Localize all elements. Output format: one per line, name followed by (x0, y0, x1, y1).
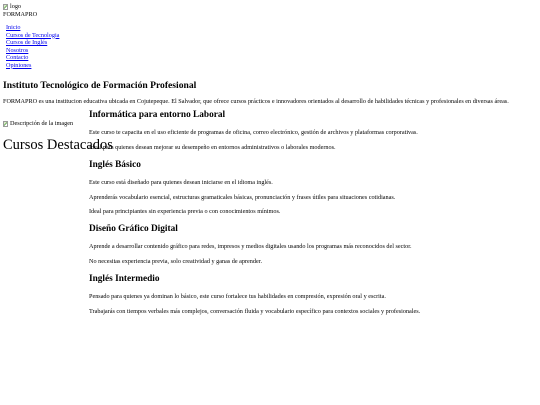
course-paragraph: Este curso está diseñado para quienes desean iniciarse en el idioma inglés. (89, 179, 273, 186)
nav-item-tecnologia (6, 32, 59, 40)
course-paragraph: Pensado para quienes ya dominan lo básico, este curso fortalece tus habilidades en compresión, expresión oral y escrita. (89, 293, 386, 300)
nav-link-tecnologia[interactable]: Cursos de Tecnologia (6, 31, 60, 39)
broken-image-icon (3, 121, 8, 127)
course-paragraph: Ideal para quienes desean mejorar su desempeño en entornos administrativos o laborales modernos. (89, 144, 336, 151)
course-paragraph: Este curso te capacita en el uso eficiente de programas de oficina, correo electrónico, gestión de archivos y plataformas corporativas. (89, 129, 418, 136)
logo (3, 3, 21, 11)
course-title-ingles-intermedio: Inglés Intermedio (89, 274, 160, 284)
course-title-diseno: Diseño Gráfico Digital (89, 224, 178, 234)
course-paragraph: Ideal para principiantes sin experiencia previa o con conocimientos mínimos. (89, 208, 281, 215)
nav-item-nosotros (6, 47, 59, 55)
nav-item-ingles (6, 39, 59, 47)
nav-link-contacto[interactable]: Contacto (6, 54, 29, 61)
nav-item-opiniones (6, 62, 59, 70)
course-paragraph: Aprenderás vocabulario esencial, estructuras gramaticales básicas, pronunciación y frases útiles para situaciones cotidianas. (89, 194, 396, 201)
featured-image (3, 120, 73, 128)
broken-image-icon (3, 4, 8, 10)
logo-alt-text: logo (10, 3, 22, 10)
course-paragraph: Aprende a desarrollar contenido gráfico para redes, impresos y medios digitales usando los programas más reconocidos del sector. (89, 243, 412, 250)
featured-image-alt-text: Descripción de la imagen (10, 120, 74, 127)
featured-courses-heading: Cursos Destacados (3, 137, 113, 153)
nav-link-inicio[interactable]: Inicio (6, 24, 21, 31)
intro-paragraph: FORMAPRO es una institucion educativa ubicada en Cojutepeque. El Salvador, que ofrece cursos prácticos e innovadores orientados al desarrollo de habilidades técnicas y profesionales en diversas áreas. (3, 98, 509, 105)
nav-link-ingles[interactable]: Cursos de Inglés (6, 39, 48, 46)
course-title-informatica: Informática para entorno Laboral (89, 110, 226, 120)
course-title-ingles-basico: Inglés Básico (89, 160, 141, 170)
course-paragraph: No necesitas experiencia previa, solo creatividad y ganas de aprender. (89, 258, 263, 265)
main-nav (0, 24, 59, 69)
course-paragraph: Trabajarás con tiempos verbales más complejos, conversación fluida y vocabulario específico para contextos sociales y profesionales. (89, 308, 421, 315)
nav-item-inicio (6, 24, 59, 32)
nav-link-nosotros[interactable]: Nosotros (6, 46, 29, 54)
nav-link-opiniones[interactable]: Opiniones (6, 61, 32, 69)
brand-name: FORMAPRO (3, 11, 38, 18)
page-title: Instituto Tecnológico de Formación Profesional (3, 80, 197, 91)
nav-item-contacto (6, 54, 59, 62)
